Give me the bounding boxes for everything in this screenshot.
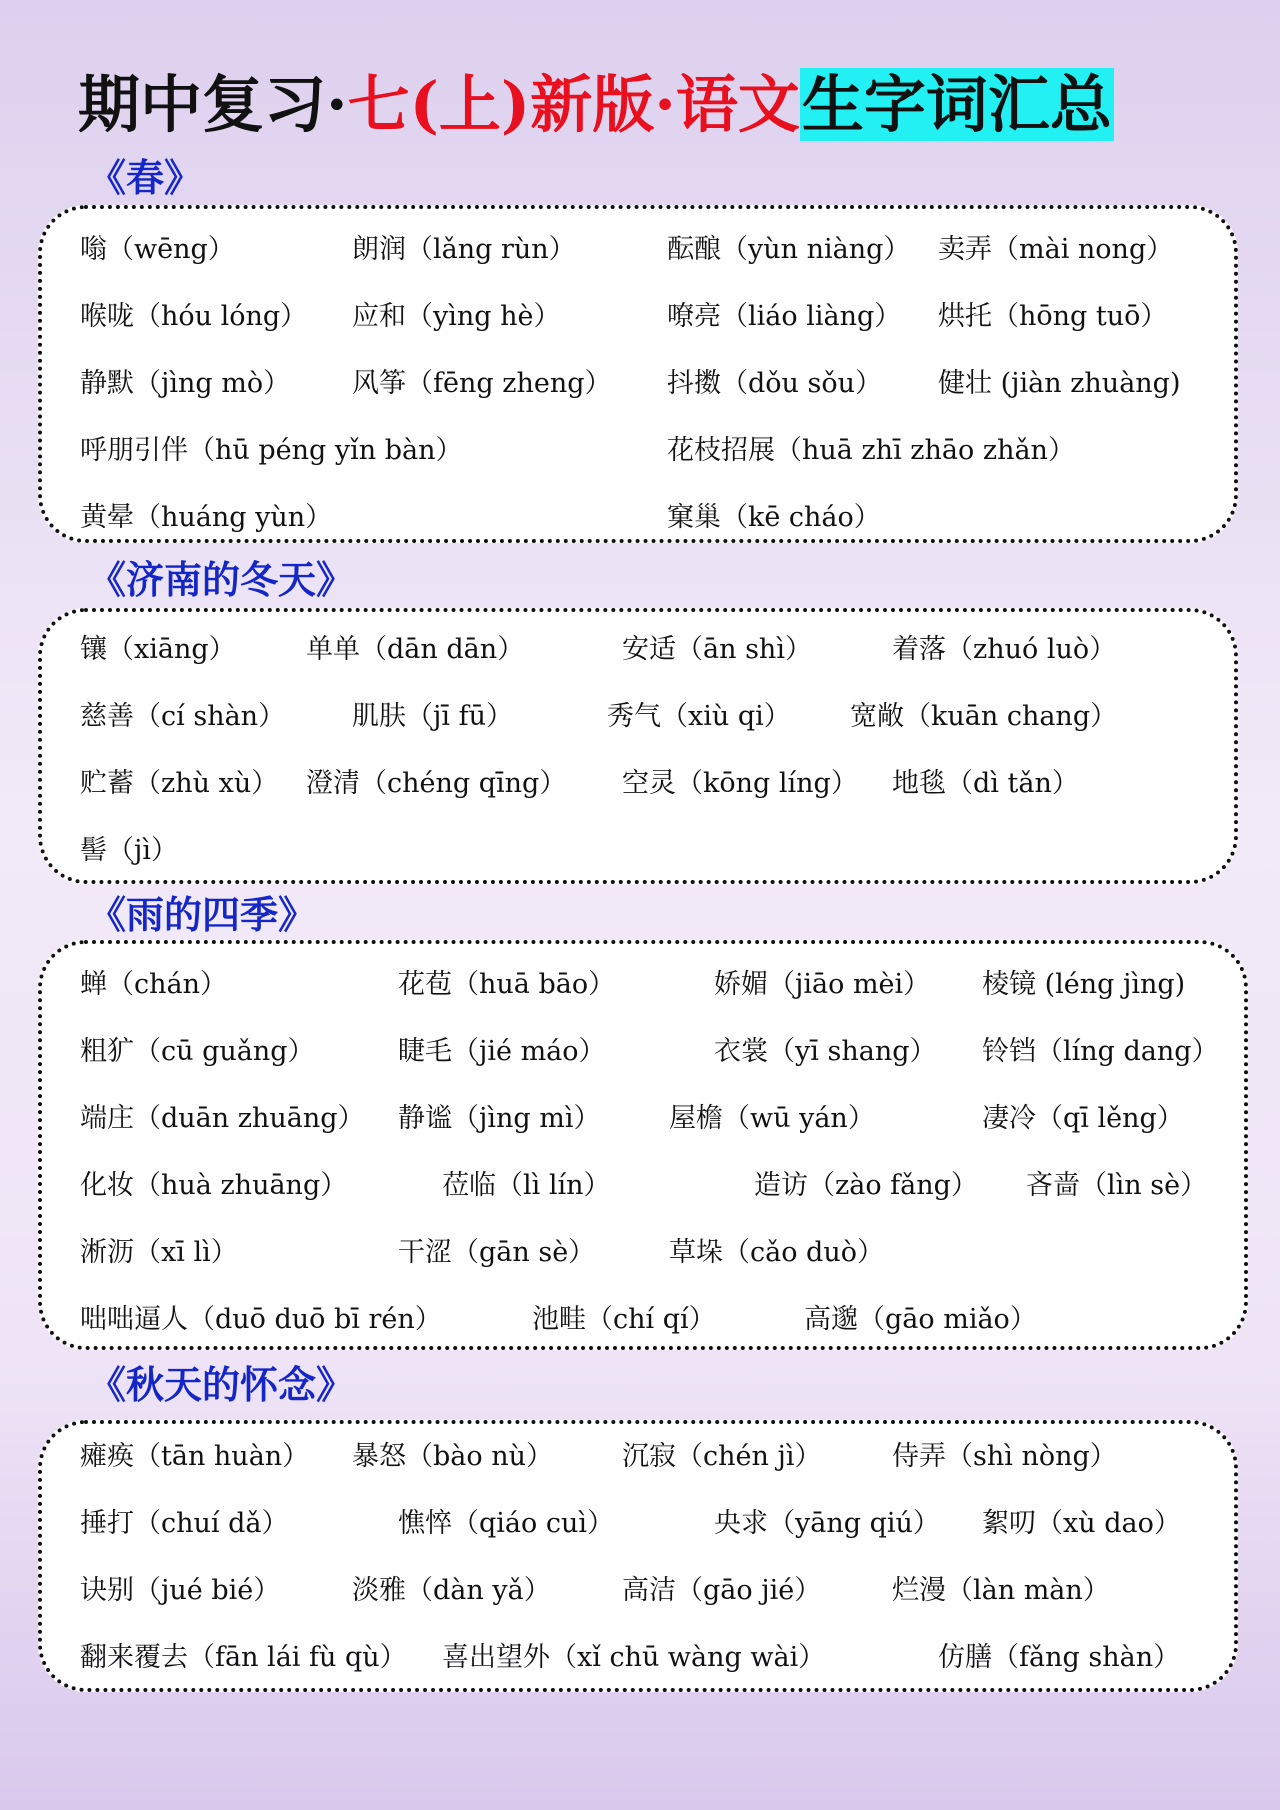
word-row [42,1638,1234,1678]
word-item: 憔悴（qiáo cuì） [398,1508,614,1539]
word-row [42,831,1234,871]
word-item: 娇媚（jiāo mèi） [714,969,931,1000]
word-item: 高洁（gāo jié） [622,1575,822,1606]
word-item: 淡雅（dàn yǎ） [352,1575,551,1606]
word-item: 高邈（gāo miǎo） [804,1304,1037,1335]
word-item: 卖弄（mài nong） [938,234,1174,265]
title-part-3: 生字词汇总 [801,68,1112,141]
word-item: 烘托（hōng tuō） [938,301,1168,332]
word-row [42,1504,1234,1544]
word-item: 镶（xiāng） [80,634,236,665]
title-part-2: 七(上)新版·语文 [347,68,800,141]
word-item: 吝啬（lìn sè） [1026,1170,1208,1201]
word-row [42,297,1234,337]
word-item: 静谧（jìng mì） [398,1103,601,1134]
word-item: 花苞（huā bāo） [398,969,616,1000]
word-item: 诀别（jué bié） [80,1575,281,1606]
word-item: 健壮 (jiàn zhuàng) [938,368,1181,399]
word-item: 应和（yìng hè） [352,301,561,332]
word-row [42,697,1234,737]
word-item: 烂漫（làn màn） [892,1575,1110,1606]
word-item: 棱镜 (léng jìng) [982,969,1186,1000]
word-row [42,965,1244,1005]
word-item: 花枝招展（huā zhī zhāo zhǎn） [667,435,1075,466]
word-item: 秀气（xiù qi） [607,701,791,732]
word-item: 仿膳（fǎng shàn） [938,1642,1181,1673]
word-row [42,230,1234,270]
word-item: 池畦（chí qí） [532,1304,716,1335]
section-box-rain-seasons [38,940,1248,1350]
section-box-jinan-winter [38,608,1238,884]
word-item: 淅沥（xī lì） [80,1237,238,1268]
word-item: 睫毛（jié máo） [398,1036,606,1067]
word-row [42,1233,1244,1273]
word-item: 侍弄（shì nòng） [892,1441,1117,1472]
word-item: 粗犷（cū guǎng） [80,1036,315,1067]
word-row [42,1032,1244,1072]
word-item: 澄清（chéng qīng） [306,768,567,799]
word-item: 莅临（lì lín） [442,1170,611,1201]
word-item: 凄冷（qī lěng） [982,1103,1184,1134]
section-title-spring: 《春》 [88,155,203,200]
section-title-rain-seasons: 《雨的四季》 [88,892,317,937]
word-item: 化妆（huà zhuāng） [80,1170,348,1201]
word-row [42,1099,1244,1139]
word-item: 沉寂（chén jì） [622,1441,822,1472]
word-item: 造访（zào fǎng） [754,1170,978,1201]
word-item: 慈善（cí shàn） [80,701,286,732]
word-item: 抖擞（dǒu sǒu） [667,368,883,399]
title-part-1: 期中复习· [78,68,348,141]
word-item: 暴怒（bào nù） [352,1441,553,1472]
word-row [42,1571,1234,1611]
word-item: 酝酿（yùn niàng） [667,234,911,265]
word-item: 风筝（fēng zheng） [352,368,612,399]
word-item: 喉咙（hóu lóng） [80,301,308,332]
section-box-autumn-memory [38,1420,1238,1692]
word-item: 蝉（chán） [80,969,227,1000]
word-item: 朗润（lǎng rùn） [352,234,576,265]
word-item: 端庄（duān zhuāng） [80,1103,365,1134]
word-item: 髻（jì） [80,835,179,866]
word-item: 安适（ān shì） [622,634,812,665]
word-item: 铃铛（líng dang） [982,1036,1219,1067]
word-item: 嘹亮（liáo liàng） [667,301,902,332]
word-item: 着落（zhuó luò） [892,634,1117,665]
section-title-jinan-winter: 《济南的冬天》 [88,557,355,602]
word-item: 窠巢（kē cháo） [667,502,881,533]
word-item: 宽敞（kuān chang） [850,701,1118,732]
word-item: 嗡（wēng） [80,234,235,265]
word-item: 絮叨（xù dao） [982,1508,1181,1539]
word-item: 咄咄逼人（duō duō bī rén） [80,1304,442,1335]
word-item: 单单（dān dān） [306,634,525,665]
word-item: 黄晕（huáng yùn） [80,502,333,533]
word-row [42,630,1234,670]
word-item: 草垛（cǎo duò） [669,1237,884,1268]
word-item: 贮蓄（zhù xù） [80,768,279,799]
word-item: 捶打（chuí dǎ） [80,1508,289,1539]
word-row [42,431,1234,471]
word-item: 肌肤（jī fū） [352,701,513,732]
word-row [42,1166,1244,1206]
word-row [42,1300,1244,1340]
word-item: 干涩（gān sè） [398,1237,596,1268]
word-item: 空灵（kōng líng） [622,768,858,799]
word-item: 呼朋引伴（hū péng yǐn bàn） [80,435,463,466]
word-row [42,364,1234,404]
section-title-autumn-memory: 《秋天的怀念》 [88,1362,355,1407]
word-item: 地毯（dì tǎn） [892,768,1079,799]
word-row [42,498,1234,538]
word-item: 喜出望外（xǐ chū wàng wài） [442,1642,826,1673]
section-box-spring [38,205,1238,543]
word-item: 瘫痪（tān huàn） [80,1441,310,1472]
word-item: 翻来覆去（fān lái fù qù） [80,1642,407,1673]
word-item: 屋檐（wū yán） [669,1103,875,1134]
word-item: 静默（jìng mò） [80,368,291,399]
word-row [42,1437,1234,1477]
word-item: 央求（yāng qiú） [714,1508,940,1539]
word-row [42,764,1234,804]
word-item: 衣裳（yī shang） [714,1036,937,1067]
page-title [78,62,1114,148]
